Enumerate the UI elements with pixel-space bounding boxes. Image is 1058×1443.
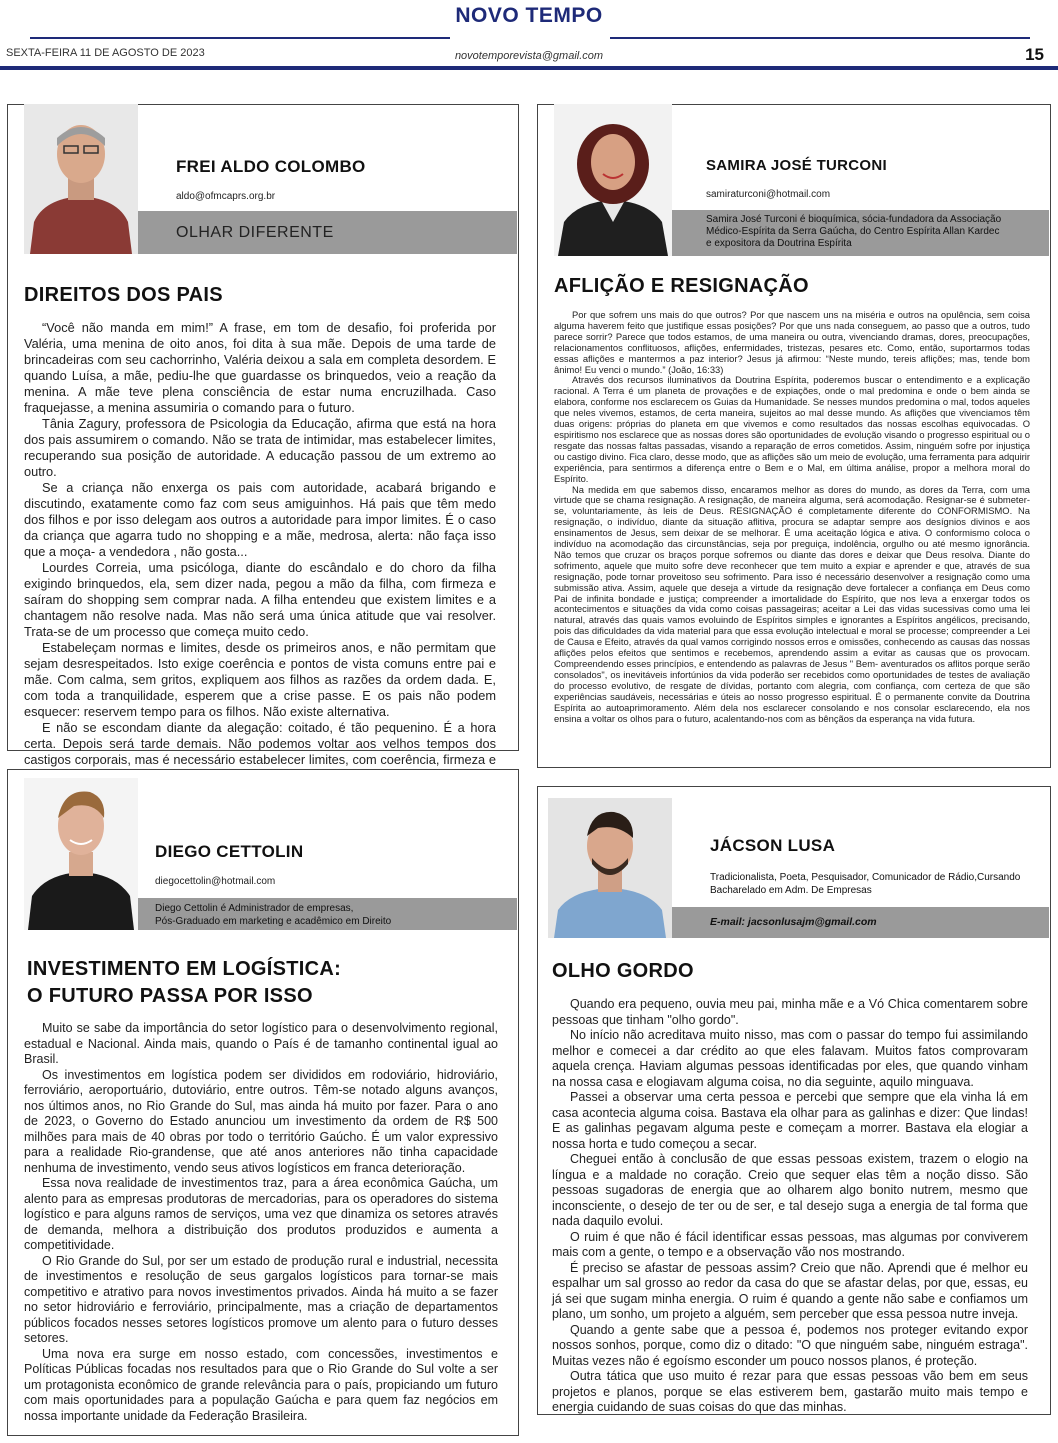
paragraph: Por que sofrem uns mais do que outros? Por que nascem uns na miséria e outros na opulência, sem coisa alguma haverem feito que justifique essas posições? Por que uns nada conseguem, ao passo que a outros, tudo parece sorrir? Parece que todos estamos, de uma maneira ou outra, vivenciando dramas, dores, preocupações, relacionamentos conflituosos, aflições, enfermidades, tristezas, pesares etc. Como, então, suportarmos todas essas aflições e mantermos a paz interior? Jesus já afirmou: “Neste mundo, tereis aflições; mas, tende bom ânimo! Eu venci o mundo.” (João, 16:33) xyxy=(554,309,1030,375)
column-label-1: OLHAR DIFERENTE xyxy=(176,224,334,241)
paragraph: Através dos recursos iluminativos da Doutrina Espírita, poderemos buscar o entendimento e a explicação racional. A Terra é um planeta de provações e de expiações, onde o mal predomina e onde o bem ainda se elabora, conforme nos esclarecem os Guias da Humanidade. Se nesses mundos predomina o mal, todos aqueles que neles vivemos, estamos, de certa maneira, sujeitos ao mal desse mundo. As aflições que vivenciamos têm duas origens: próprias do planeta em que vivemos e como resultados das nossas escolhas equivocadas. O espiritismo nos esclarece que as nossas dores são oportunidades de evolução visando o progresso espiritual ou o resgate das nossas faltas passadas, visando a reparação de erros cometidos. Assim, ninguém sofre por injustiça ou castigo divino. Fica claro, desse modo, que as aflições são um meio de evolução, uma ferramenta para adquirir experiência, para sentirmos a diferença entre o Bem e o Mal, em última análise, propor a melhora moral do Espírito. xyxy=(554,374,1030,484)
masthead-title: NOVO TEMPO xyxy=(455,4,603,27)
author-photo-1 xyxy=(24,104,138,254)
headline-3a: INVESTIMENTO EM LOGÍSTICA: xyxy=(27,958,342,980)
page-number: 15 xyxy=(1025,45,1044,64)
author-email-2: samiraturconi@hotmail.com xyxy=(706,189,831,200)
paragraph: Muito se sabe da importância do setor logístico para o desenvolvimento regional, estadual e Nacional. Ainda mais, quando o País é de tamanho continental igual ao Brasil. xyxy=(24,1021,498,1066)
paragraph: Passei a observar uma certa pessoa e percebi que sempre que ela vinha lá em casa acontecia alguma coisa. Bastava ela olhar para as galinhas e dizer: Que lindas! E as galinhas pegavam alguma peste e começam a morrer. Bastava ela elogiar a nossa horta e tudo começou a secar. xyxy=(552,1090,1028,1151)
paragraph: O Rio Grande do Sul, por ser um estado de produção rural e industrial, necessita de investimentos e resolução de seus gargalos logísticos para tornar-se mais competitivo e atrativo para novos investimentos privados. Ainda há muito a se fazer no setor hidroviário e ferroviário, principalmente, mas a criação de departamentos públicos focados nesses setores logísticos promove um alento para o futuro desses setores. xyxy=(24,1253,498,1345)
paragraph: Tânia Zagury, professora de Psicologia da Educação, afirma que está na hora dos pais assumirem o comando. Não se trata de intimidar, mas estabelecer limites, recuperando sua posição de autoridade. A educação passou de um extremo ao outro. xyxy=(24,416,496,479)
paragraph: E não se escondam diante da alegação: coitado, é tão pequenino. É a hora certa. Depois será tarde demais. Não podemos voltar aos velhos tempos dos castigos corporais, mas é necessário estabelecer limites, com coerência, firmeza e xyxy=(24,720,496,767)
headline-2: AFLIÇÃO E RESIGNAÇÃO xyxy=(554,275,809,297)
masthead-rule-right xyxy=(610,37,1030,39)
paragraph: Na medida em que sabemos disso, encaramos melhor as dores do mundo, as dores da Terra, com uma virtude que se chama resignação. A resignação, de maneira alguma, será acomodação. Resignar-se é submeter-se, voluntariamente, às leis de Deus. RESIGNAÇÃO é completamente diferente do CONFORMISMO. Na resignação, o indivíduo, diante da situação aflitiva, procura se adaptar sempre aos desígnios divinos e aos ensinamentos de Jesus, sem deixar de se melhorar. É uma aceitação lógica e ativa. O conformismo coloca o indivíduo na acomodação das circunstâncias, seja por preguiça, indolência, orgulho ou até mesmo ignorância. Não temos que cruzar os braços porque sofremos ou diante das dores e deixar que Deus resolva. Diante do sofrimento, aquele que muito sofre deve reconhecer que tem muito a expiar e aprender e que, através de sua resignação, pode tornar proveitoso seu sofrimento. Para isso é necessário desenvolver a resignação como uma submissão ativa. Assim, aquele que deseja a virtude da resignação deve fortalecer a confiança em Deus como Pai de infinita bondade e justiça; compreender a imortalidade do Espírito, que nos leva a enxergar todos os acontecimentos e situações da vida como coisas passageiras; aceitar a Lei das vidas sucessivas como uma lei natural, através das quais vamos evoluindo de Espíritos simples e ignorantes a Espíritos angélicos, precisando, pois das dificuldades da vida material para que essa evolução intelectual e moral se processe; compreender a Lei de Causa e Efeito, através da qual vamos corrigindo nossos erros e omissões, conhecendo as causas das nossas aflições pelos efeitos que sentimos e recebemos, aprendendo assim a evitar as causas que os provocam. Compreendendo esses princípios, e entendendo as palavras de Jesus " Bem- aventurados os aflitos porque serão consolados", os inevitáveis infortúnios da vida poderão ser recebidos como oportunidades de testes de avaliação do processo evolutivo, de resgate de dívidas, portanto com alegria, com confiança, com certeza de que são experiências saudáveis, necessárias e úteis ao nosso progresso espiritual. É o permanente convite da Doutrina Espírita ao autoaprimoramento. Além dela nos esclarecer consolando e nos consolar esclarecendo, ela nos ensina a voltar os olhos para o futuro, acalentando-nos com as bênçãos da esperança na vida futura. xyxy=(554,483,1030,724)
author-bio-4a: Tradicionalista, Poeta, Pesquisador, Comunicador de Rádio,Cursando xyxy=(710,872,1021,883)
author-email-3: diegocettolin@hotmail.com xyxy=(155,876,276,887)
headline-4: OLHO GORDO xyxy=(552,960,694,982)
masthead-rule-left xyxy=(30,37,450,39)
article-body-3 xyxy=(24,1021,498,1424)
paragraph: Os investimentos em logística podem ser divididos em rodoviário, hidroviário, ferroviário, aeroportuário, dutoviário, entre outros. Têm-se notado alguns avanços, nos últimos anos, no Rio Grande do Sul, mas ainda há muito por fazer. Para o ano de 2023, o Governo do Estado anunciou um investimento da ordem de R$ 500 milhões para mais de 40 obras por todo o território Gaúcho. É um valor expressivo para a realidade Rio-grandense, que até anos anteriores não tinha capacidade nenhuma de investimento, vendo seus ativos logísticos em franca deterioração. xyxy=(24,1067,498,1175)
person-icon xyxy=(548,798,672,938)
issue-date: SEXTA-FEIRA 11 DE AGOSTO DE 2023 xyxy=(6,47,205,59)
author-email-1: aldo@ofmcaprs.org.br xyxy=(176,191,276,202)
author-bio-3a: Diego Cettolin é Administrador de empresas, xyxy=(155,903,354,914)
paragraph: No início não acreditava muito nisso, mas com o passar do tempo fui assimilando melhor e comecei a dar crédito ao que eles falavam. Muitos fatos comprovaram aquela crença. Haviam algumas pessoas identificadas por eles, que quando vinham na nossa casa e elogiavam alguma coisa, no dia seguinte, aquilo minguava. xyxy=(552,1028,1028,1089)
paragraph: Outra tática que uso muito é rezar para que essas pessoas vão bem em seus projetos e planos, porque se elas estiverem bem, gastarão muito mais tempo e energia cuidando de suas coisas do que das minhas. xyxy=(552,1369,1028,1414)
article-body-2 xyxy=(554,310,1030,724)
masthead-email: novotemporevista@gmail.com xyxy=(454,50,604,62)
masthead-bar xyxy=(0,66,1058,70)
author-name-3: DIEGO CETTOLIN xyxy=(155,842,304,861)
paragraph: É preciso se afastar de pessoas assim? Creio que não. Aprendi que é melhor eu espalhar um sal grosso ao redor da casa do que se afastar delas, por que, essas, eu já sei que sugam minha energia. O ruim é quando a gente não sabe e confiamos um plano, um sonho, um projeto a alguém, sem perceber que essa pessoa nutre inveja. xyxy=(552,1260,1028,1321)
person-icon xyxy=(554,104,672,256)
author-photo-2 xyxy=(554,104,672,256)
headline-1: DIREITOS DOS PAIS xyxy=(24,284,223,306)
author-photo-3 xyxy=(24,778,138,930)
author-email-4: E-mail: jacsonlusajm@gmail.com xyxy=(710,916,877,928)
person-icon xyxy=(24,778,138,930)
author-bio-2: Samira José Turconi é bioquímica, sócia-fundadora da Associação Médico-Espírita da Serra Gaúcha, do Centro Espírita Allan Kardec e expositora da Doutrina Espírita xyxy=(706,214,1002,249)
paragraph: Essa nova realidade de investimentos traz, para a área econômica Gaúcha, um alento para as empresas produtoras de mercadorias, para os operadores do sistema logístico e para alguns ramos de serviços, uma vez que dinamiza os setores através de demanda, melhora a distribuição dos produtos produzidos e aumenta a competitividade. xyxy=(24,1176,498,1252)
paragraph: O ruim é que não é fácil identificar essas pessoas, mas algumas por conviverem mais com a gente, o tempo e a observação vão nos mostrando. xyxy=(552,1229,1028,1259)
paragraph: Se a criança não enxerga os pais com autoridade, acabará brigando e discutindo, exatamente como faz com seus amiguinhos. Há pais que têm medo dos filhos e por isso delegam aos outros a autoridade para impor limites. É o caso da criança que agarra tudo no shopping e a mãe, medrosa, alerta: não faça isso que a moça- a vendedora , não gosta... xyxy=(24,480,496,559)
paragraph: Quando era pequeno, ouvia meu pai, minha mãe e a Vó Chica comentarem sobre pessoas que tinham "olho gordo". xyxy=(552,997,1028,1027)
headline-3b: O FUTURO PASSA POR ISSO xyxy=(27,985,313,1007)
paragraph: Lourdes Correia, uma psicóloga, diante do escândalo e do choro da filha exigindo brinquedos, ela, sem dizer nada, pegou a mão da filha, com firmeza e saíram do shopping sem comprar nada. A filha entendeu que existem limites e a chantagem não resolve nada. Mas não será uma única atitude que vai resolver. Trata-se de um processo que começa muito cedo. xyxy=(24,560,496,639)
author-bio-4b: Bacharelado em Adm. De Empresas xyxy=(710,885,872,896)
author-photo-4 xyxy=(548,798,672,938)
paragraph: Quando a gente sabe que a pessoa é, podemos nos proteger evitando expor nossos sonhos, porque, como diz o ditado: "O que ninguém sabe, ninguém estraga". Muitas vezes não é egoísmo esconder um pouco nossos planos, é proteção. xyxy=(552,1322,1028,1368)
paragraph: “Você não manda em mim!” A frase, em tom de desafio, foi proferida por Valéria, uma menina de oito anos, foi dita à sua mãe. Depois de uma tarde de brincadeiras com seu cachorrinho, Valéria deixou a sala em completa desordem. E quando Luísa, a mãe, pediu-lhe que guardasse os brinquedos, veio a reação da menina. A mãe teve plena consciência de estar numa encruzilhada. Caso fraquejasse, a menina assumiria o comando para o futuro. xyxy=(24,320,496,415)
author-name-1: FREI ALDO COLOMBO xyxy=(176,157,366,176)
paragraph: Cheguei então à conclusão de que essas pessoas existem, trazem o elogio na língua e a maldade no coração. Creio que sequer elas têm a noção disso. São pessoas sugadoras de energia que ao olharem algo bonito nutrem, mesmo que inconsciente, o desejo de ter ou de ser, e tal desejo suga a energia de tal forma que nada daquilo evolui. xyxy=(552,1152,1028,1228)
paragraph: Uma nova era surge em nosso estado, com concessões, investimentos e Políticas Públicas focadas nos resultados para que o Rio Grande do Sul volte a ser um protagonista econômico de grande relevância para o país, propiciando um futuro com mais oportunidades para a população Gaúcha e para quem faz negócios em nossa importante unidade da Federação Brasileira. xyxy=(24,1346,498,1423)
person-icon xyxy=(24,104,138,254)
paragraph: Estabeleçam normas e limites, desde os primeiros anos, e não permitam que sejam desrespeitados. Isto exige coerência e pontos de vista comuns entre pai e mãe. Com calma, sem gritos, expliquem aos filhos as razões da ordem dada. E, com toda a tranquilidade, esperem que a crise passe. E os pais não podem esquecer: reservem tempo para os filhos. Não existe alternativa. xyxy=(24,640,496,719)
author-name-4: JÁCSON LUSA xyxy=(710,836,836,855)
article-body-1 xyxy=(24,320,496,800)
author-bio-3b: Pós-Graduado em marketing e acadêmico em Direito xyxy=(155,916,392,927)
article-body-4 xyxy=(552,997,1028,1416)
author-name-2: SAMIRA JOSÉ TURCONI xyxy=(706,157,887,174)
